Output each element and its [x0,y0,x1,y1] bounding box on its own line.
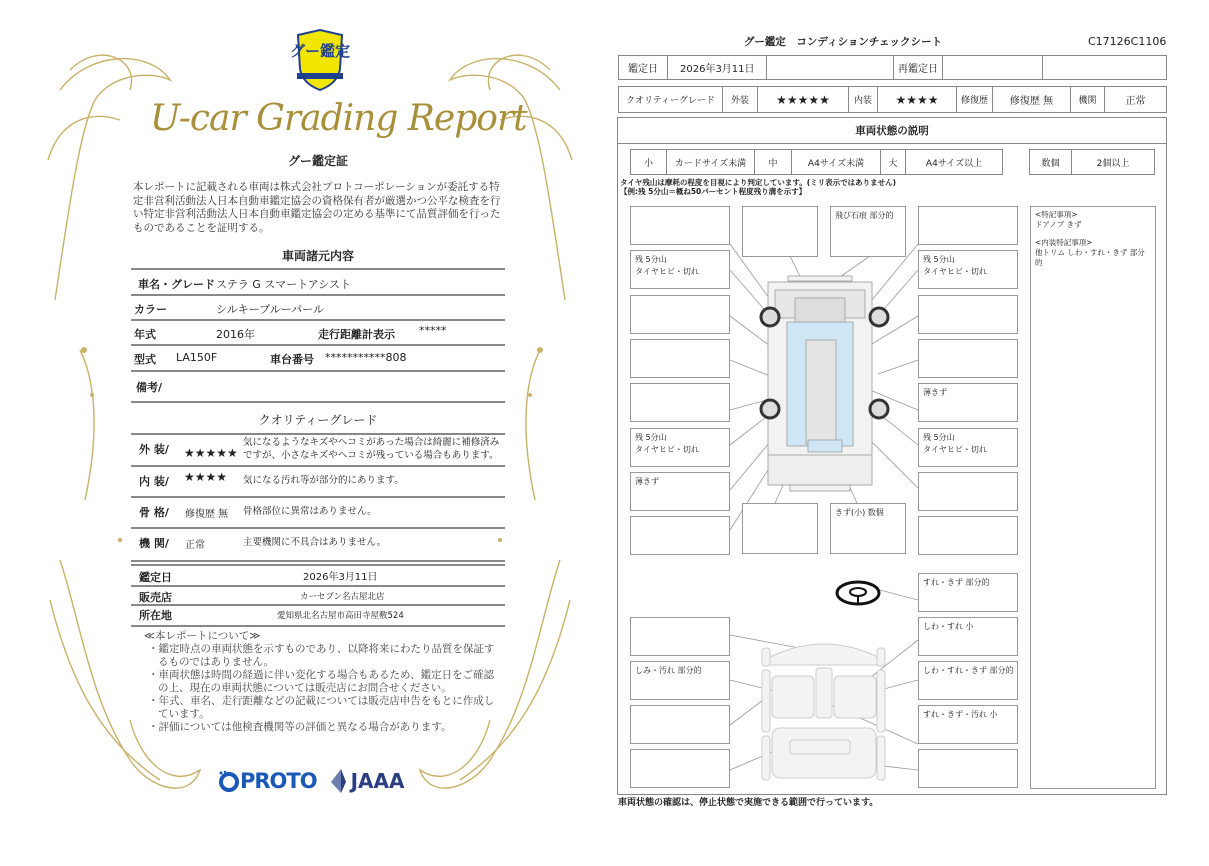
interior-damage-box [630,705,730,744]
report-title: U-car Grading Report [150,98,527,139]
tire-note-1: タイヤ残山は摩耗の程度を目視により判定しています。(ミリ表示ではありません) [620,178,897,187]
sheet-title: グー鑑定 コンディションチェックシート [743,36,943,48]
interior-damage-box: すれ・きず・汚れ 小 [918,705,1018,744]
logo-text: グー鑑定 [289,42,351,60]
legend-count-cell: 2個以上 [1071,149,1155,175]
color-label: カラー [134,303,167,316]
grade-label: 外 装/ [139,443,169,456]
grade-cell: 修復歴 [956,86,993,113]
grade-value: 正常 [185,540,205,551]
note-item: ・評価については他検査機関等の評価と異なる場合があります。 [148,721,452,733]
grade-description: 気になるようなキズやヘコミがあった場合は綺麗に補修済みですが、小さなキズやヘコミが残っている場合もあります。 [243,437,500,461]
grade-cell: ★★★★ [877,86,957,113]
note-item: ・鑑定時点の車両状態を示すものであり、以降将来にわたり品質を保証するものではありません。 [148,643,495,668]
grade-heading: クオリティーグレード [258,413,378,427]
exterior-damage-box [918,516,1018,555]
legend-cell: 中 [754,149,792,175]
remarks-label: 備考/ [136,381,163,394]
remarks-text: ドアノブ きず [1035,220,1082,229]
note-item: ・年式、車名、走行距離などの記載については販売店申告をもとに作成しています。 [148,695,495,720]
certificate-intro: 本レポートに記載される車両は株式会社プロトコーポレーションが委託する特定非営利活動法人日本自動車鑑定協会の資格保有者が厳選かつ公平な検査を行い特定非営利活動法人日本自動車鑑定協会の定める基準にて品質評価を行ったものであることを証明する。 [133,181,501,234]
date-value: 2026年3月11日 [303,572,378,583]
note-item: ・車両状態は時間の経過に伴い変化する場合もあるため、鑑定日をご確認の上、現在の車両状態については販売店にお問合せください。 [148,669,495,694]
interior-remarks-text: 他トリム しわ・すれ・きず 部分的 [1035,248,1145,267]
grade-cell: 正常 [1104,86,1167,113]
exterior-damage-box [918,295,1018,334]
interior-damage-box: しみ・汚れ 部分的 [630,661,730,700]
grade-description: 骨格部位に異常はありません。 [243,506,377,517]
grade-cell: クオリティーグレード [618,86,723,113]
legend-cell: A4サイズ未満 [791,149,881,175]
steering-wheel-icon [837,582,879,604]
sheet-code: C17126C1106 [1088,35,1167,48]
mileage-value: ***** [419,324,447,337]
model-value: LA150F [176,351,218,364]
exterior-damage-box: 残 5分山 タイヤヒビ・切れ [918,428,1018,467]
exterior-damage-box: 薄きず [630,472,730,511]
exterior-damage-box: 残 5分山 タイヤヒビ・切れ [630,428,730,467]
exterior-damage-box [742,206,818,257]
car-name-value: ステラ G スマートアシスト [216,278,351,291]
exterior-damage-box [918,339,1018,378]
chassis-value: ***********808 [325,351,407,364]
remarks-box [1030,206,1156,789]
info-cell: 再鑑定日 [893,55,943,80]
address-label: 所在地 [139,609,172,622]
model-label: 型式 [134,353,156,366]
legend-cell: A4サイズ以上 [905,149,1003,175]
info-cell: 2026年3月11日 [667,55,767,80]
interior-damage-box: しわ・すれ・きず 部分的 [918,661,1018,700]
legend-cell: 小 [630,149,667,175]
tire-note-2: 【例:残 5分山＝概ね50パーセント程度残り溝を示す】 [620,187,807,196]
grade-cell: 外装 [722,86,758,113]
interior-damage-box: しわ・すれ 小 [918,617,1018,656]
exterior-damage-box: きず(小) 数個 [830,503,906,554]
chassis-label: 車台番号 [270,353,314,366]
grade-label: 内 装/ [139,475,169,488]
interior-damage-box: すれ・きず 部分的 [918,573,1018,612]
exterior-damage-box: 残 5分山 タイヤヒビ・切れ [918,250,1018,289]
exterior-damage-box [630,206,730,245]
exterior-damage-box: 薄きず [918,383,1018,422]
notes-heading: ≪本レポートについて≫ [144,630,261,642]
remarks-heading: <特記事項> [1035,210,1078,219]
address-value: 愛知県北名古屋市高田寺屋敷524 [277,611,404,621]
grade-description: 主要機関に不具合はありません。 [243,537,387,548]
exterior-damage-box: 残 5分山 タイヤヒビ・切れ [630,250,730,289]
exterior-damage-box [630,516,730,555]
legend-count-cell: 数個 [1029,149,1072,175]
grade-cell: ★★★★★ [757,86,849,113]
exterior-damage-box [630,295,730,334]
specs-heading: 車両諸元内容 [281,249,354,263]
grade-value: 修復歴 無 [185,509,229,520]
jaaa-logo-text: JAAA [350,769,405,793]
color-value: シルキーブルーパール [216,303,324,316]
section-title: 車両状態の説明 [617,117,1167,144]
interior-damage-box [630,617,730,656]
exterior-damage-box [742,503,818,554]
grade-cell: 修復歴 無 [992,86,1071,113]
legend-cell: カードサイズ未満 [666,149,755,175]
shop-label: 販売店 [139,591,172,604]
exterior-damage-box [918,472,1018,511]
sheet-footer: 車両状態の確認は、停止状態で実施できる範囲で行っています。 [618,798,879,808]
grade-cell: 機関 [1070,86,1105,113]
grade-value: ★★★★★ [184,446,238,460]
exterior-damage-box: 飛び石痕 部分的 [830,206,906,257]
mileage-label: 走行距離計表示 [318,328,395,341]
car-name-label: 車名・グレード [138,278,215,291]
certificate-subtitle: グー鑑定証 [287,154,348,168]
proto-logo-text: PROTO [240,769,317,793]
info-cell: 鑑定日 [618,55,668,80]
legend-cell: 大 [880,149,906,175]
grade-cell: 内装 [848,86,878,113]
year-label: 年式 [134,328,156,341]
interior-damage-box [918,749,1018,788]
date-label: 鑑定日 [139,571,172,584]
grade-label: 機 関/ [139,537,169,550]
interior-damage-box [630,749,730,788]
exterior-damage-box [630,383,730,422]
exterior-damage-box [630,339,730,378]
shop-value: カーセブン名古屋北店 [300,592,385,602]
interior-remarks-heading: <内装特記事項> [1035,238,1093,247]
exterior-damage-box [918,206,1018,245]
grade-value: ★★★★ [184,470,228,484]
grade-description: 気になる汚れ等が部分的にあります。 [243,475,404,486]
grade-label: 骨 格/ [139,506,169,519]
year-value: 2016年 [216,328,255,341]
